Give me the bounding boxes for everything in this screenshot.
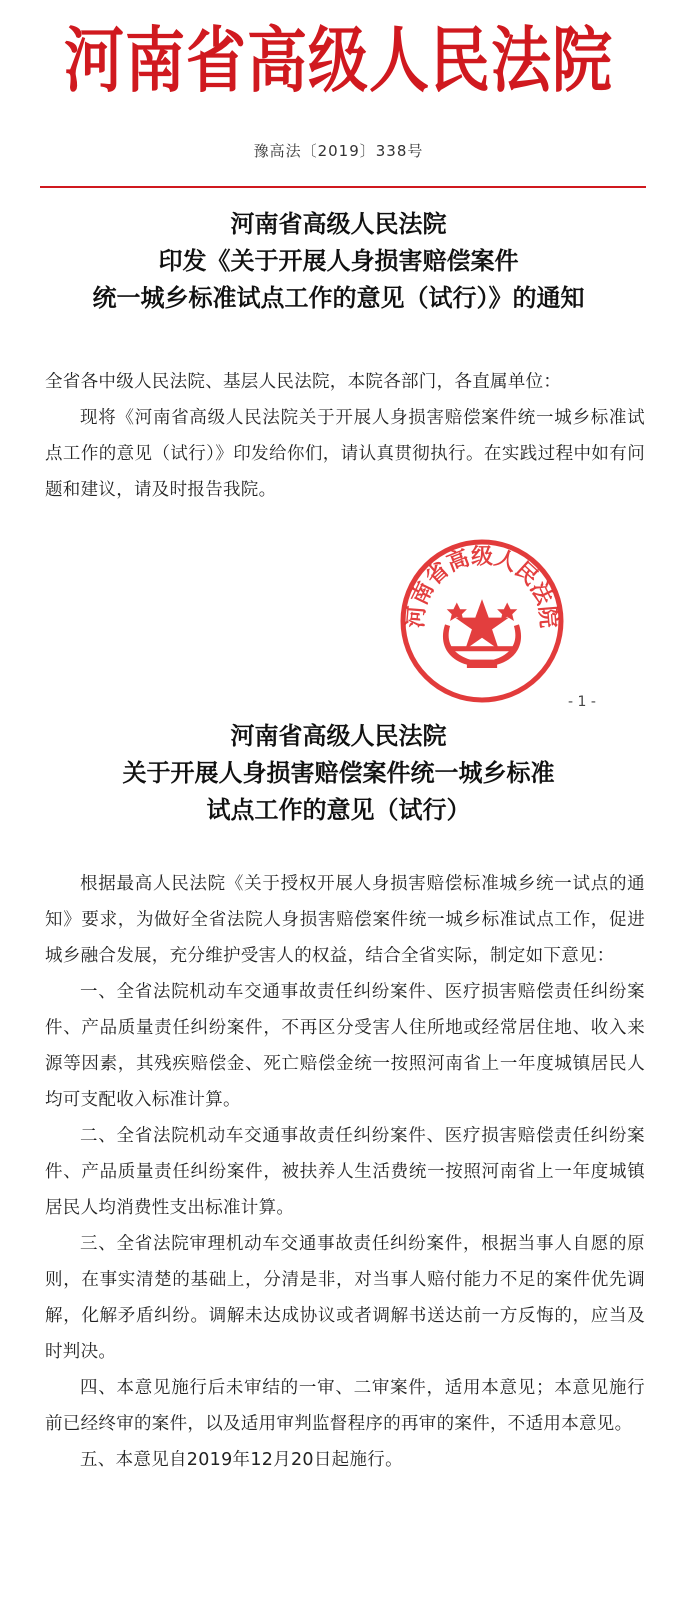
notice-title-line-2: 印发《关于开展人身损害赔偿案件 — [158, 247, 519, 275]
opinion-preamble: 根据最高人民法院《关于授权开展人身损害赔偿标准城乡统一试点的通知》要求，为做好全省法院人身损害赔偿案件统一城乡标准试点工作，促进城乡融合发展，充分维护受害人的权益，结合全省实际，制定如下意见： — [45, 874, 645, 966]
notice-title — [0, 206, 677, 317]
opinion-article-5: 五、本意见自2019年12月20日起施行。 — [80, 1450, 403, 1470]
notice-paragraph: 现将《河南省高级人民法院关于开展人身损害赔偿案件统一城乡标准试点工作的意见（试行）》印发给你们，请认真贯彻执行。在实践过程中如有问题和建议，请及时报告我院。 — [45, 408, 645, 500]
opinion-article-4: 四、本意见施行后未审结的一审、二审案件，适用本意见；本意见施行前已经终审的案件，以及适用审判监督程序的再审的案件，不适用本意见。 — [45, 1378, 645, 1434]
masthead-title: 河南省高级人民法院 — [64, 19, 613, 103]
document-number: 豫高法〔2019〕338号 — [253, 142, 424, 160]
svg-text:河南省高级人民法院: 河南省高级人民法院 — [403, 544, 561, 629]
opinion-title-line-2: 关于开展人身损害赔偿案件统一城乡标准 — [122, 759, 555, 787]
opinion-body — [45, 866, 645, 1478]
notice-title-line-3: 统一城乡标准试点工作的意见（试行）》的通知 — [92, 284, 585, 312]
opinion-article-2: 二、全省法院机动车交通事故责任纠纷案件、医疗损害赔偿责任纠纷案件、产品质量责任纠纷案件，被扶养人生活费统一按照河南省上一年度城镇居民人均消费性支出标准计算。 — [45, 1126, 645, 1218]
opinion-title-line-3: 试点工作的意见（试行） — [206, 796, 471, 824]
notice-title-line-1: 河南省高级人民法院 — [230, 210, 447, 238]
opinion-article-1: 一、全省法院机动车交通事故责任纠纷案件、医疗损害赔偿责任纠纷案件、产品质量责任纠纷案件，不再区分受害人住所地或经常居住地、收入来源等因素，其残疾赔偿金、死亡赔偿金统一按照河南省上一年度城镇居民人均可支配收入标准计算。 — [45, 982, 645, 1110]
red-separator-line — [40, 186, 646, 188]
notice-body — [45, 364, 645, 508]
opinion-article-3: 三、全省法院审理机动车交通事故责任纠纷案件，根据当事人自愿的原则，在事实清楚的基础上，分清是非，对当事人赔付能力不足的案件优先调解，化解矛盾纠纷。调解未达成协议或者调解书送达前一方反悔的，应当及时判决。 — [45, 1234, 645, 1362]
page-number: - 1 - — [568, 694, 596, 710]
opinion-title — [0, 718, 677, 829]
opinion-title-line-1: 河南省高级人民法院 — [230, 722, 447, 750]
official-seal-icon — [398, 537, 566, 705]
notice-addressee: 全省各中级人民法院、基层人民法院，本院各部门，各直属单位： — [45, 372, 562, 392]
